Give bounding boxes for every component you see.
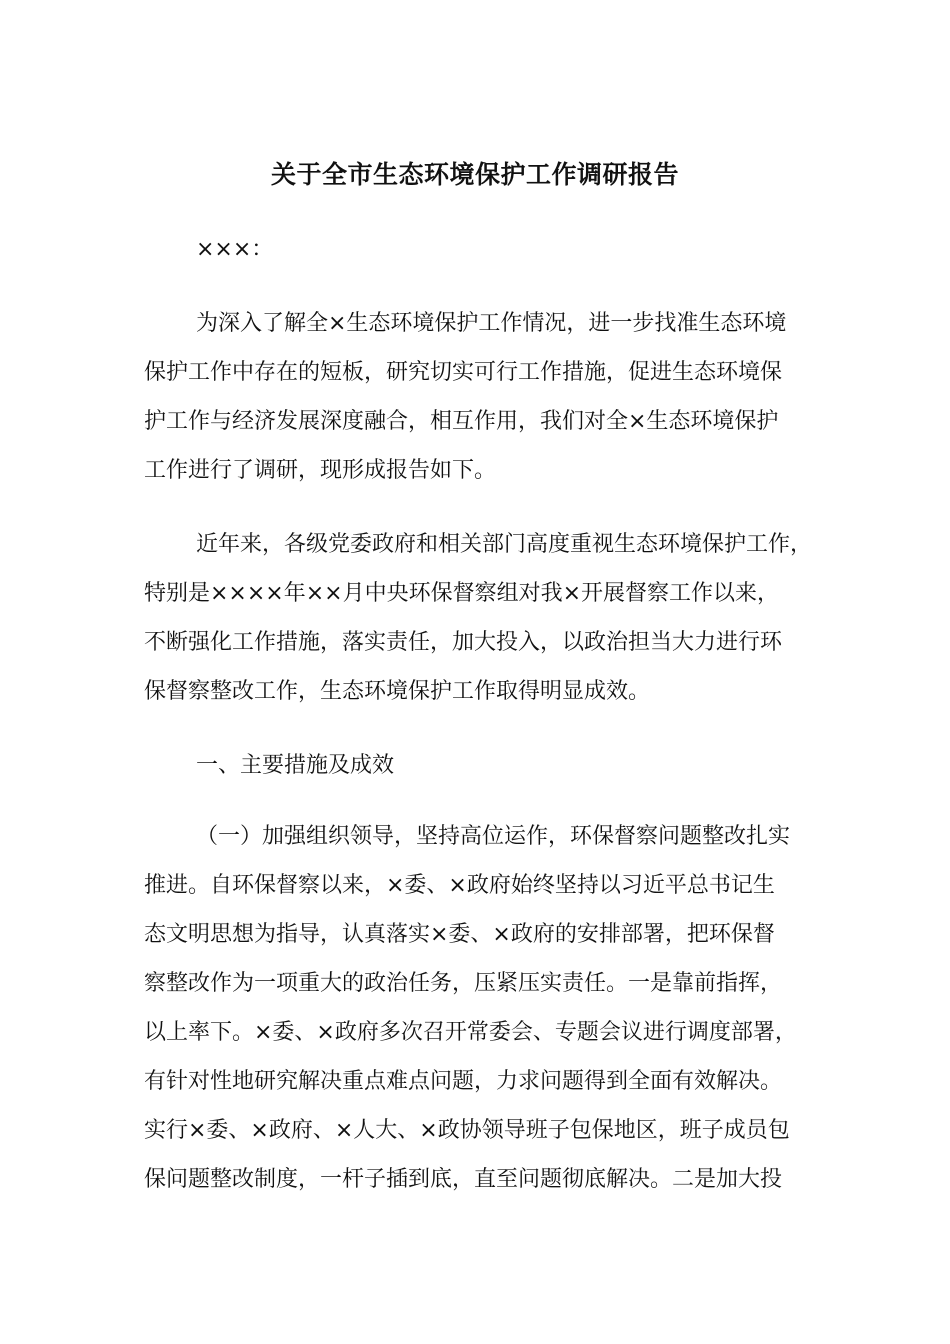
section-heading: 一、主要措施及成效: [196, 753, 395, 778]
paragraph-line: 护工作与经济发展深度融合，相互作用，我们对全×生态环境保护: [144, 409, 779, 434]
paragraph-line: 不断强化工作措施，落实责任，加大投入，以政治担当大力进行环: [144, 630, 783, 655]
paragraph-measures: [144, 812, 814, 1204]
paragraph-line: 为深入了解全×生态环境保护工作情况，进一步找准生态环境: [196, 311, 787, 336]
paragraph-line: 保问题整改制度，一杆子插到底，直至问题彻底解决。二是加大投: [144, 1167, 783, 1192]
paragraph-line: 察整改作为一项重大的政治任务，压紧压实责任。一是靠前指挥，: [144, 971, 783, 996]
paragraph-line: 以上率下。×委、×政府多次召开常委会、专题会议进行调度部署，: [144, 1020, 797, 1045]
paragraph-line: 特别是××××年××月中央环保督察组对我×开展督察工作以来，: [144, 581, 780, 606]
paragraph-line: 推进。自环保督察以来，×委、×政府始终坚持以习近平总书记生: [144, 873, 775, 898]
paragraph-intro: [144, 299, 814, 495]
document-title: 关于全市生态环境保护工作调研报告: [270, 160, 679, 189]
paragraph-line: （一）加强组织领导，坚持高位运作，环保督察问题整改扎实: [196, 824, 791, 849]
paragraph-line: 工作进行了调研，现形成报告如下。: [144, 458, 497, 483]
salutation: ×××：: [196, 237, 274, 262]
paragraph-line: 实行×委、×政府、×人大、×政协领导班子包保地区，班子成员包: [144, 1118, 790, 1143]
paragraph-background: [144, 520, 814, 716]
paragraph-line: 态文明思想为指导，认真落实×委、×政府的安排部署，把环保督: [144, 922, 775, 947]
paragraph-line: 保督察整改工作，生态环境保护工作取得明显成效。: [144, 679, 651, 704]
paragraph-line: 有针对性地研究解决重点难点问题，力求问题得到全面有效解决。: [144, 1069, 783, 1094]
paragraph-line: 近年来，各级党委政府和相关部门高度重视生态环境保护工作，: [196, 532, 813, 557]
paragraph-line: 保护工作中存在的短板，研究切实可行工作措施，促进生态环境保: [144, 360, 783, 385]
